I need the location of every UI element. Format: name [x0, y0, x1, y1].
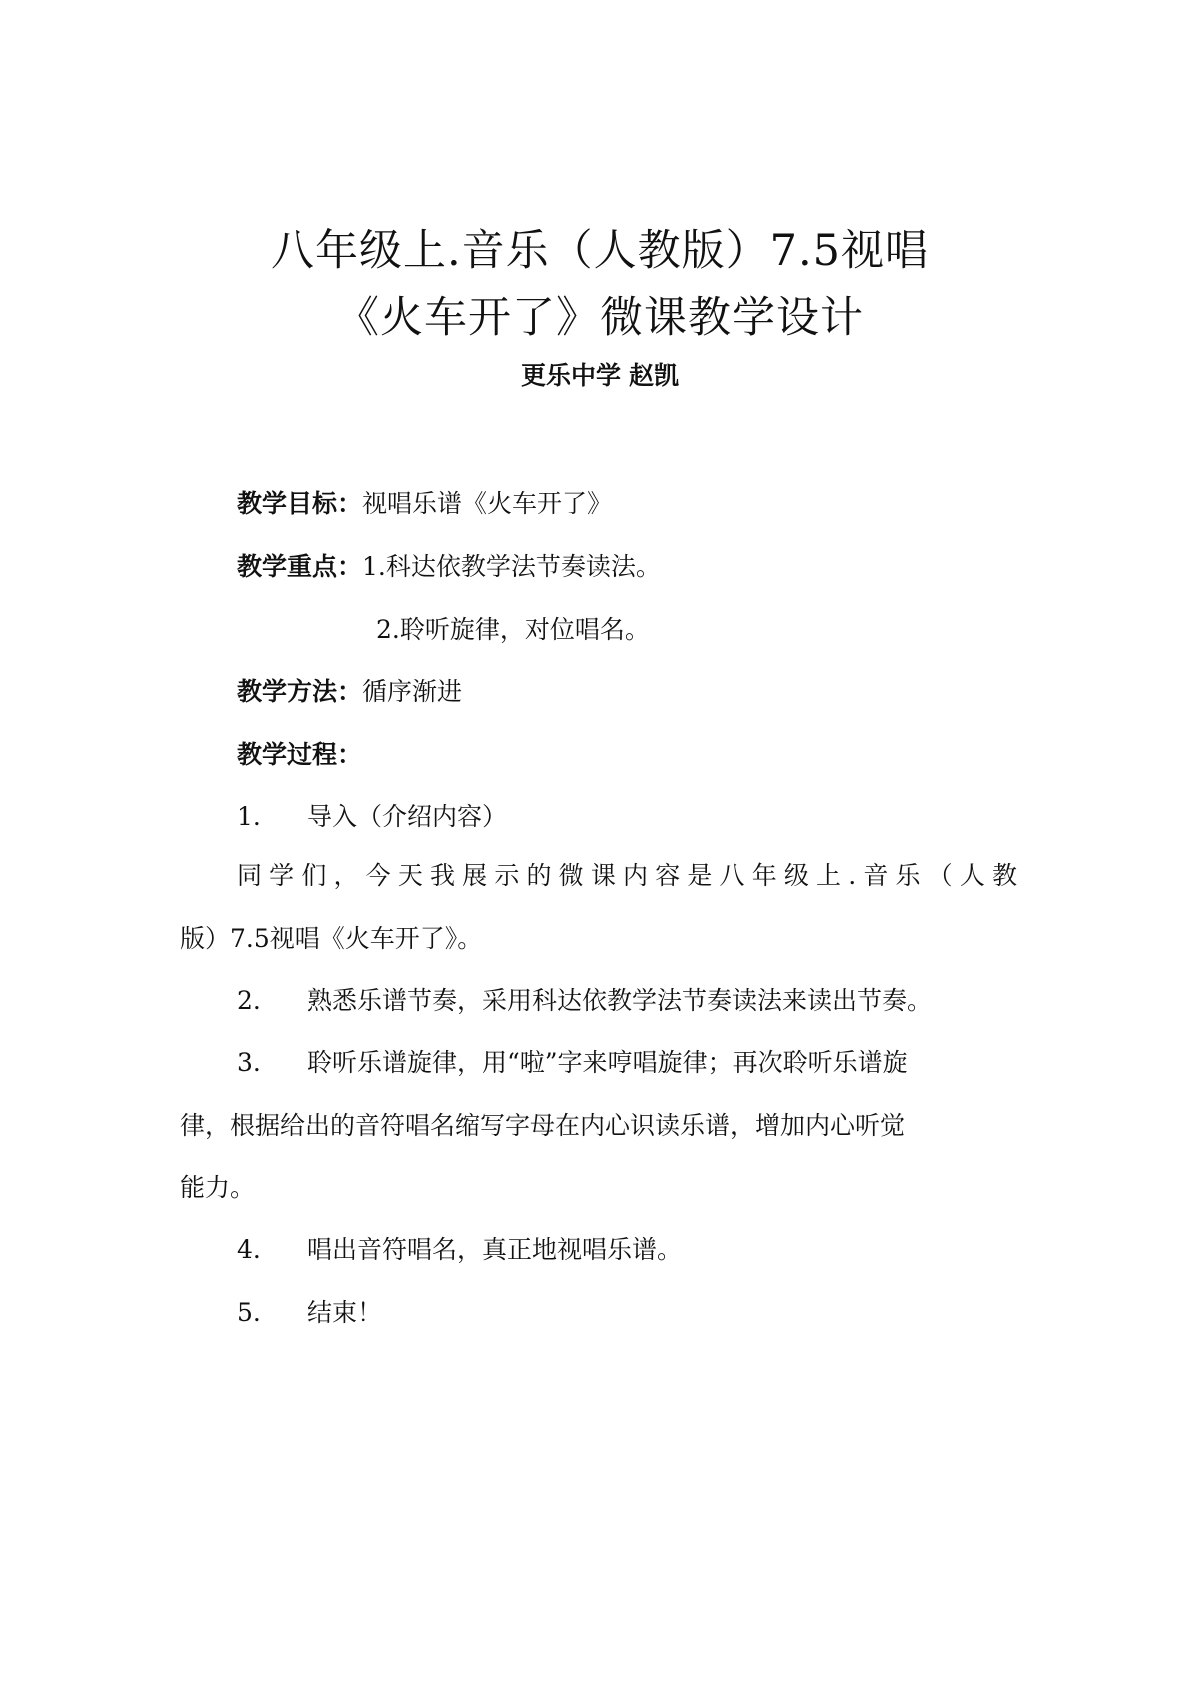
process-step-1 — [237, 802, 507, 832]
teaching-goal-label: 教学目标： — [237, 489, 363, 518]
intro-paragraph-line-2: 版）7.5视唱《火车开了》。 — [180, 924, 483, 953]
teaching-method — [237, 677, 462, 707]
step-number: 1. — [237, 802, 261, 831]
document-title-line1: 八年级上.音乐（人教版）7.5视唱 — [270, 226, 930, 276]
teaching-method-text: 循序渐进 — [362, 677, 463, 706]
teaching-focus-item-1: 1.科达依教学法节奏读法。 — [362, 552, 661, 581]
teacher-name: 赵凯 — [629, 361, 680, 390]
document-title-line2: 《火车开了》微课教学设计 — [336, 293, 864, 343]
process-step-4 — [237, 1235, 682, 1265]
teaching-goal-text: 视唱乐谱《火车开了》 — [362, 489, 613, 518]
teaching-process-label: 教学过程： — [237, 740, 363, 769]
step-text: 聆听乐谱旋律，用“啦”字来哼唱旋律；再次聆听乐谱旋 — [307, 1048, 908, 1077]
step-number: 2. — [237, 986, 261, 1015]
intro-paragraph-line-1: 同学们，今天我展示的微课内容是八年级上.音乐（人教 — [237, 861, 1017, 890]
teaching-focus-item-2: 2.聆听旋律，对位唱名。 — [376, 615, 650, 644]
process-step-3-line-3: 能力。 — [180, 1173, 256, 1202]
teaching-focus — [237, 552, 661, 582]
process-step-3-line-2: 律，根据给出的音符唱名缩写字母在内心识读乐谱，增加内心听觉 — [180, 1111, 906, 1140]
process-step-3-line-1 — [237, 1048, 908, 1078]
step-text: 导入（介绍内容） — [307, 802, 508, 831]
step-text: 结束！ — [307, 1298, 383, 1327]
teaching-focus-label: 教学重点： — [237, 552, 363, 581]
step-text: 熟悉乐谱节奏，采用科达依教学法节奏读法来读出节奏。 — [307, 986, 933, 1015]
step-number: 4. — [237, 1235, 261, 1264]
step-text: 唱出音符唱名，真正地视唱乐谱。 — [307, 1235, 683, 1264]
teaching-goal — [237, 489, 612, 519]
step-number: 5. — [237, 1298, 261, 1327]
step-number: 3. — [237, 1048, 261, 1077]
school-name: 更乐中学 — [520, 361, 621, 390]
author-line — [300, 363, 900, 388]
process-step-2 — [237, 986, 932, 1016]
process-step-5 — [237, 1298, 382, 1328]
teaching-method-label: 教学方法： — [237, 677, 363, 706]
